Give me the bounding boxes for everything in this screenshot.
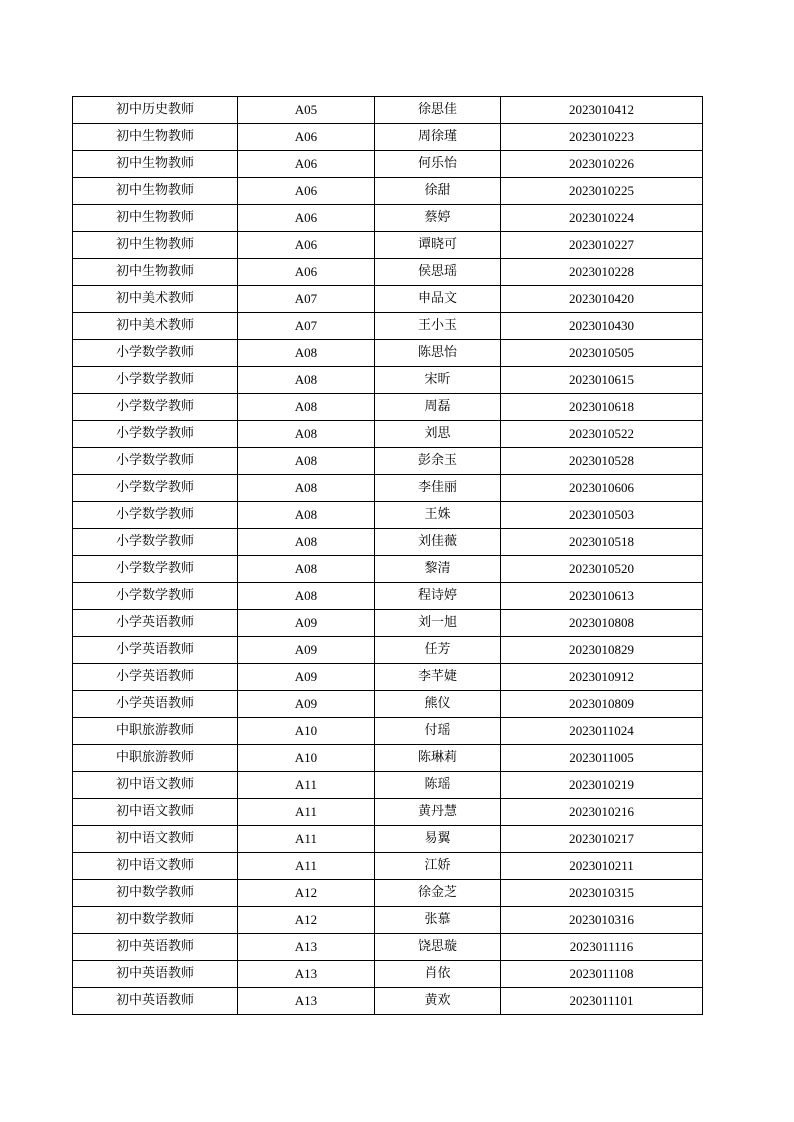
table-row bbox=[73, 178, 703, 205]
table-row bbox=[73, 259, 703, 286]
table-row bbox=[73, 232, 703, 259]
table-row bbox=[73, 853, 703, 880]
name-cell: 周徐瑾 bbox=[375, 124, 501, 151]
code-cell: A08 bbox=[238, 583, 375, 610]
table-row bbox=[73, 610, 703, 637]
code-cell: A06 bbox=[238, 232, 375, 259]
code-cell: A05 bbox=[238, 97, 375, 124]
number-cell: 2023010217 bbox=[501, 826, 703, 853]
code-cell: A06 bbox=[238, 259, 375, 286]
code-cell: A08 bbox=[238, 556, 375, 583]
code-cell: A07 bbox=[238, 286, 375, 313]
results-table bbox=[72, 96, 703, 1015]
code-cell: A09 bbox=[238, 691, 375, 718]
name-cell: 陈琳莉 bbox=[375, 745, 501, 772]
position-cell: 初中数学教师 bbox=[73, 880, 238, 907]
number-cell: 2023010227 bbox=[501, 232, 703, 259]
position-cell: 中职旅游教师 bbox=[73, 745, 238, 772]
table-row bbox=[73, 421, 703, 448]
table-row bbox=[73, 286, 703, 313]
number-cell: 2023010503 bbox=[501, 502, 703, 529]
name-cell: 黎清 bbox=[375, 556, 501, 583]
table-row bbox=[73, 394, 703, 421]
position-cell: 初中生物教师 bbox=[73, 205, 238, 232]
table-row bbox=[73, 934, 703, 961]
table-row bbox=[73, 799, 703, 826]
table-row bbox=[73, 718, 703, 745]
code-cell: A10 bbox=[238, 718, 375, 745]
name-cell: 陈瑶 bbox=[375, 772, 501, 799]
position-cell: 初中语文教师 bbox=[73, 826, 238, 853]
name-cell: 王小玉 bbox=[375, 313, 501, 340]
code-cell: A13 bbox=[238, 988, 375, 1015]
table-row bbox=[73, 961, 703, 988]
number-cell: 2023010223 bbox=[501, 124, 703, 151]
code-cell: A08 bbox=[238, 421, 375, 448]
position-cell: 小学数学教师 bbox=[73, 421, 238, 448]
number-cell: 2023010522 bbox=[501, 421, 703, 448]
number-cell: 2023011005 bbox=[501, 745, 703, 772]
name-cell: 黄欢 bbox=[375, 988, 501, 1015]
name-cell: 易翼 bbox=[375, 826, 501, 853]
name-cell: 饶思璇 bbox=[375, 934, 501, 961]
number-cell: 2023010315 bbox=[501, 880, 703, 907]
name-cell: 刘佳薇 bbox=[375, 529, 501, 556]
number-cell: 2023010613 bbox=[501, 583, 703, 610]
code-cell: A08 bbox=[238, 340, 375, 367]
table-row bbox=[73, 367, 703, 394]
name-cell: 王姝 bbox=[375, 502, 501, 529]
code-cell: A06 bbox=[238, 151, 375, 178]
table-row bbox=[73, 583, 703, 610]
table-row bbox=[73, 772, 703, 799]
code-cell: A11 bbox=[238, 853, 375, 880]
position-cell: 初中生物教师 bbox=[73, 232, 238, 259]
code-cell: A06 bbox=[238, 124, 375, 151]
number-cell: 2023011101 bbox=[501, 988, 703, 1015]
position-cell: 小学数学教师 bbox=[73, 556, 238, 583]
name-cell: 江娇 bbox=[375, 853, 501, 880]
name-cell: 李芊婕 bbox=[375, 664, 501, 691]
code-cell: A07 bbox=[238, 313, 375, 340]
position-cell: 初中语文教师 bbox=[73, 853, 238, 880]
code-cell: A13 bbox=[238, 934, 375, 961]
code-cell: A08 bbox=[238, 502, 375, 529]
table-row bbox=[73, 691, 703, 718]
table-row bbox=[73, 988, 703, 1015]
name-cell: 侯思瑶 bbox=[375, 259, 501, 286]
name-cell: 张慕 bbox=[375, 907, 501, 934]
code-cell: A12 bbox=[238, 907, 375, 934]
results-table-body bbox=[73, 97, 703, 1015]
position-cell: 初中美术教师 bbox=[73, 286, 238, 313]
name-cell: 李佳丽 bbox=[375, 475, 501, 502]
number-cell: 2023010518 bbox=[501, 529, 703, 556]
name-cell: 彭余玉 bbox=[375, 448, 501, 475]
number-cell: 2023010219 bbox=[501, 772, 703, 799]
code-cell: A09 bbox=[238, 637, 375, 664]
table-row bbox=[73, 637, 703, 664]
name-cell: 何乐怡 bbox=[375, 151, 501, 178]
code-cell: A08 bbox=[238, 448, 375, 475]
code-cell: A13 bbox=[238, 961, 375, 988]
code-cell: A08 bbox=[238, 529, 375, 556]
position-cell: 小学数学教师 bbox=[73, 475, 238, 502]
name-cell: 刘思 bbox=[375, 421, 501, 448]
position-cell: 小学数学教师 bbox=[73, 529, 238, 556]
position-cell: 初中英语教师 bbox=[73, 988, 238, 1015]
name-cell: 肖依 bbox=[375, 961, 501, 988]
name-cell: 熊仪 bbox=[375, 691, 501, 718]
number-cell: 2023010606 bbox=[501, 475, 703, 502]
code-cell: A12 bbox=[238, 880, 375, 907]
number-cell: 2023010829 bbox=[501, 637, 703, 664]
number-cell: 2023010615 bbox=[501, 367, 703, 394]
name-cell: 程诗婷 bbox=[375, 583, 501, 610]
table-row bbox=[73, 340, 703, 367]
table-row bbox=[73, 745, 703, 772]
name-cell: 徐甜 bbox=[375, 178, 501, 205]
number-cell: 2023010528 bbox=[501, 448, 703, 475]
position-cell: 初中生物教师 bbox=[73, 124, 238, 151]
table-row bbox=[73, 502, 703, 529]
table-row bbox=[73, 907, 703, 934]
table-row bbox=[73, 475, 703, 502]
name-cell: 宋昕 bbox=[375, 367, 501, 394]
position-cell: 小学数学教师 bbox=[73, 394, 238, 421]
number-cell: 2023010912 bbox=[501, 664, 703, 691]
position-cell: 小学数学教师 bbox=[73, 583, 238, 610]
number-cell: 2023010808 bbox=[501, 610, 703, 637]
number-cell: 2023010520 bbox=[501, 556, 703, 583]
number-cell: 2023010216 bbox=[501, 799, 703, 826]
position-cell: 小学英语教师 bbox=[73, 691, 238, 718]
table-row bbox=[73, 448, 703, 475]
position-cell: 初中数学教师 bbox=[73, 907, 238, 934]
table-row bbox=[73, 826, 703, 853]
number-cell: 2023010618 bbox=[501, 394, 703, 421]
name-cell: 周磊 bbox=[375, 394, 501, 421]
position-cell: 小学数学教师 bbox=[73, 340, 238, 367]
number-cell: 2023011116 bbox=[501, 934, 703, 961]
position-cell: 小学英语教师 bbox=[73, 610, 238, 637]
code-cell: A11 bbox=[238, 799, 375, 826]
code-cell: A06 bbox=[238, 205, 375, 232]
code-cell: A08 bbox=[238, 475, 375, 502]
number-cell: 2023010228 bbox=[501, 259, 703, 286]
position-cell: 初中美术教师 bbox=[73, 313, 238, 340]
number-cell: 2023010412 bbox=[501, 97, 703, 124]
name-cell: 付瑶 bbox=[375, 718, 501, 745]
position-cell: 初中生物教师 bbox=[73, 178, 238, 205]
number-cell: 2023010211 bbox=[501, 853, 703, 880]
code-cell: A09 bbox=[238, 664, 375, 691]
name-cell: 徐思佳 bbox=[375, 97, 501, 124]
position-cell: 小学英语教师 bbox=[73, 637, 238, 664]
position-cell: 初中英语教师 bbox=[73, 934, 238, 961]
table-row bbox=[73, 97, 703, 124]
code-cell: A06 bbox=[238, 178, 375, 205]
position-cell: 小学数学教师 bbox=[73, 502, 238, 529]
number-cell: 2023010226 bbox=[501, 151, 703, 178]
position-cell: 初中历史教师 bbox=[73, 97, 238, 124]
code-cell: A08 bbox=[238, 394, 375, 421]
number-cell: 2023010505 bbox=[501, 340, 703, 367]
position-cell: 初中语文教师 bbox=[73, 799, 238, 826]
position-cell: 中职旅游教师 bbox=[73, 718, 238, 745]
position-cell: 小学数学教师 bbox=[73, 367, 238, 394]
code-cell: A08 bbox=[238, 367, 375, 394]
name-cell: 申品文 bbox=[375, 286, 501, 313]
number-cell: 2023011108 bbox=[501, 961, 703, 988]
table-row bbox=[73, 664, 703, 691]
table-row bbox=[73, 880, 703, 907]
position-cell: 初中语文教师 bbox=[73, 772, 238, 799]
name-cell: 黄丹慧 bbox=[375, 799, 501, 826]
code-cell: A11 bbox=[238, 772, 375, 799]
table-row bbox=[73, 205, 703, 232]
position-cell: 初中生物教师 bbox=[73, 151, 238, 178]
name-cell: 任芳 bbox=[375, 637, 501, 664]
name-cell: 徐金芝 bbox=[375, 880, 501, 907]
number-cell: 2023010224 bbox=[501, 205, 703, 232]
name-cell: 刘一旭 bbox=[375, 610, 501, 637]
table-row bbox=[73, 151, 703, 178]
number-cell: 2023010316 bbox=[501, 907, 703, 934]
number-cell: 2023011024 bbox=[501, 718, 703, 745]
number-cell: 2023010809 bbox=[501, 691, 703, 718]
table-row bbox=[73, 313, 703, 340]
name-cell: 谭晓可 bbox=[375, 232, 501, 259]
name-cell: 蔡婷 bbox=[375, 205, 501, 232]
table-row bbox=[73, 124, 703, 151]
number-cell: 2023010430 bbox=[501, 313, 703, 340]
number-cell: 2023010420 bbox=[501, 286, 703, 313]
code-cell: A11 bbox=[238, 826, 375, 853]
position-cell: 初中生物教师 bbox=[73, 259, 238, 286]
position-cell: 小学数学教师 bbox=[73, 448, 238, 475]
position-cell: 初中英语教师 bbox=[73, 961, 238, 988]
name-cell: 陈思怡 bbox=[375, 340, 501, 367]
code-cell: A10 bbox=[238, 745, 375, 772]
table-row bbox=[73, 556, 703, 583]
table-row bbox=[73, 529, 703, 556]
position-cell: 小学英语教师 bbox=[73, 664, 238, 691]
code-cell: A09 bbox=[238, 610, 375, 637]
number-cell: 2023010225 bbox=[501, 178, 703, 205]
